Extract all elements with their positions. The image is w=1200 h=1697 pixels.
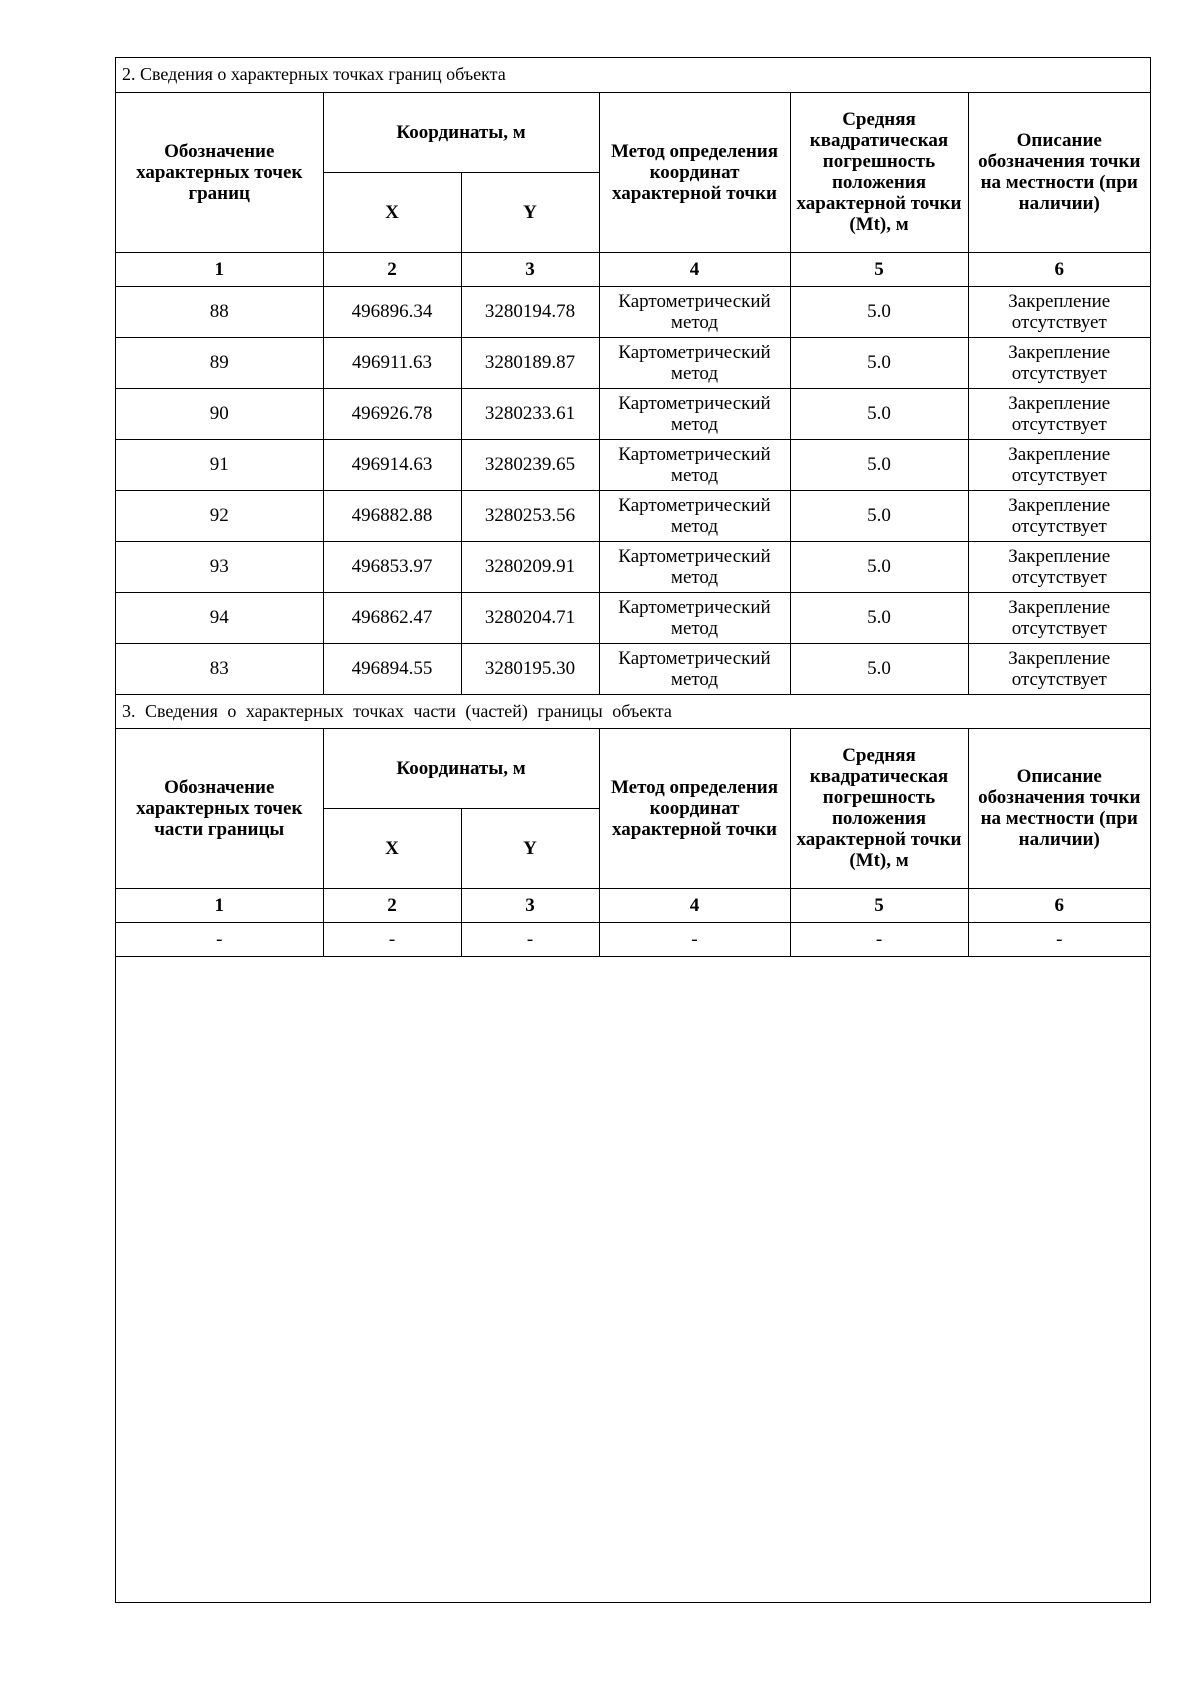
method-cell: - [599, 922, 790, 956]
header-coords: Координаты, м [323, 92, 599, 172]
column-number: 4 [599, 252, 790, 286]
mt-cell: 5.0 [790, 643, 968, 694]
point-cell: 83 [116, 643, 323, 694]
table-row [116, 286, 1150, 337]
x-cell: 496896.34 [323, 286, 461, 337]
mt-cell: 5.0 [790, 592, 968, 643]
point-cell: 93 [116, 541, 323, 592]
table-row [116, 388, 1150, 439]
header-y: Y [461, 808, 599, 888]
method-cell: Картометрический метод [599, 388, 790, 439]
y-cell: - [461, 922, 599, 956]
y-cell: 3280204.71 [461, 592, 599, 643]
description-cell: Закрепление отсутствует [968, 337, 1150, 388]
point-cell: 92 [116, 490, 323, 541]
header-description: Описание обозначения точки на местности (при наличии) [968, 728, 1150, 888]
point-cell: 90 [116, 388, 323, 439]
column-number: 2 [323, 252, 461, 286]
description-cell: Закрепление отсутствует [968, 490, 1150, 541]
table-row [116, 592, 1150, 643]
description-cell: - [968, 922, 1150, 956]
column-number: 4 [599, 888, 790, 922]
x-cell: 496862.47 [323, 592, 461, 643]
mt-cell: 5.0 [790, 388, 968, 439]
section-3-title: 3. Сведения о характерных точках части (частей) границы объекта [116, 694, 1150, 728]
header-description: Описание обозначения точки на местности (при наличии) [968, 92, 1150, 252]
method-cell: Картометрический метод [599, 592, 790, 643]
point-cell: 89 [116, 337, 323, 388]
x-cell: 496914.63 [323, 439, 461, 490]
description-cell: Закрепление отсутствует [968, 388, 1150, 439]
header-coords: Координаты, м [323, 728, 599, 808]
header-designation: Обозначение характерных точек части границы [116, 728, 323, 888]
header-error: Средняя квадратическая погрешность положения характерной точки (Mt), м [790, 92, 968, 252]
table-row [116, 439, 1150, 490]
method-cell: Картометрический метод [599, 643, 790, 694]
y-cell: 3280239.65 [461, 439, 599, 490]
x-cell: 496894.55 [323, 643, 461, 694]
description-cell: Закрепление отсутствует [968, 286, 1150, 337]
header-error: Средняя квадратическая погрешность положения характерной точки (Mt), м [790, 728, 968, 888]
x-cell: 496911.63 [323, 337, 461, 388]
column-number: 5 [790, 252, 968, 286]
x-cell: 496926.78 [323, 388, 461, 439]
column-number: 6 [968, 252, 1150, 286]
y-cell: 3280233.61 [461, 388, 599, 439]
column-numbers-row [116, 252, 1150, 286]
mt-cell: 5.0 [790, 337, 968, 388]
y-cell: 3280194.78 [461, 286, 599, 337]
method-cell: Картометрический метод [599, 490, 790, 541]
description-cell: Закрепление отсутствует [968, 643, 1150, 694]
mt-cell: 5.0 [790, 541, 968, 592]
point-cell: 94 [116, 592, 323, 643]
header-x: X [323, 172, 461, 252]
method-cell: Картометрический метод [599, 439, 790, 490]
column-number: 3 [461, 252, 599, 286]
y-cell: 3280253.56 [461, 490, 599, 541]
header-y: Y [461, 172, 599, 252]
section-2-table [116, 58, 1150, 957]
table-row [116, 490, 1150, 541]
x-cell: 496882.88 [323, 490, 461, 541]
description-cell: Закрепление отсутствует [968, 541, 1150, 592]
column-number: 6 [968, 888, 1150, 922]
header-x: X [323, 808, 461, 888]
y-cell: 3280209.91 [461, 541, 599, 592]
table-row [116, 337, 1150, 388]
column-number: 5 [790, 888, 968, 922]
method-cell: Картометрический метод [599, 337, 790, 388]
x-cell: 496853.97 [323, 541, 461, 592]
column-numbers-row [116, 888, 1150, 922]
description-cell: Закрепление отсутствует [968, 592, 1150, 643]
column-number: 3 [461, 888, 599, 922]
description-cell: Закрепление отсутствует [968, 439, 1150, 490]
x-cell: - [323, 922, 461, 956]
table-row [116, 541, 1150, 592]
mt-cell: 5.0 [790, 286, 968, 337]
y-cell: 3280189.87 [461, 337, 599, 388]
method-cell: Картометрический метод [599, 286, 790, 337]
section-2-title: 2. Сведения о характерных точках границ объекта [116, 58, 1150, 92]
column-number: 1 [116, 252, 323, 286]
document-frame [115, 57, 1151, 1603]
column-number: 2 [323, 888, 461, 922]
header-designation: Обозначение характерных точек границ [116, 92, 323, 252]
mt-cell: 5.0 [790, 490, 968, 541]
method-cell: Картометрический метод [599, 541, 790, 592]
point-cell: 91 [116, 439, 323, 490]
mt-cell: - [790, 922, 968, 956]
point-cell: - [116, 922, 323, 956]
header-method: Метод определения координат характерной точки [599, 728, 790, 888]
point-cell: 88 [116, 286, 323, 337]
column-number: 1 [116, 888, 323, 922]
header-method: Метод определения координат характерной точки [599, 92, 790, 252]
y-cell: 3280195.30 [461, 643, 599, 694]
table-row [116, 643, 1150, 694]
table-row [116, 922, 1150, 956]
mt-cell: 5.0 [790, 439, 968, 490]
